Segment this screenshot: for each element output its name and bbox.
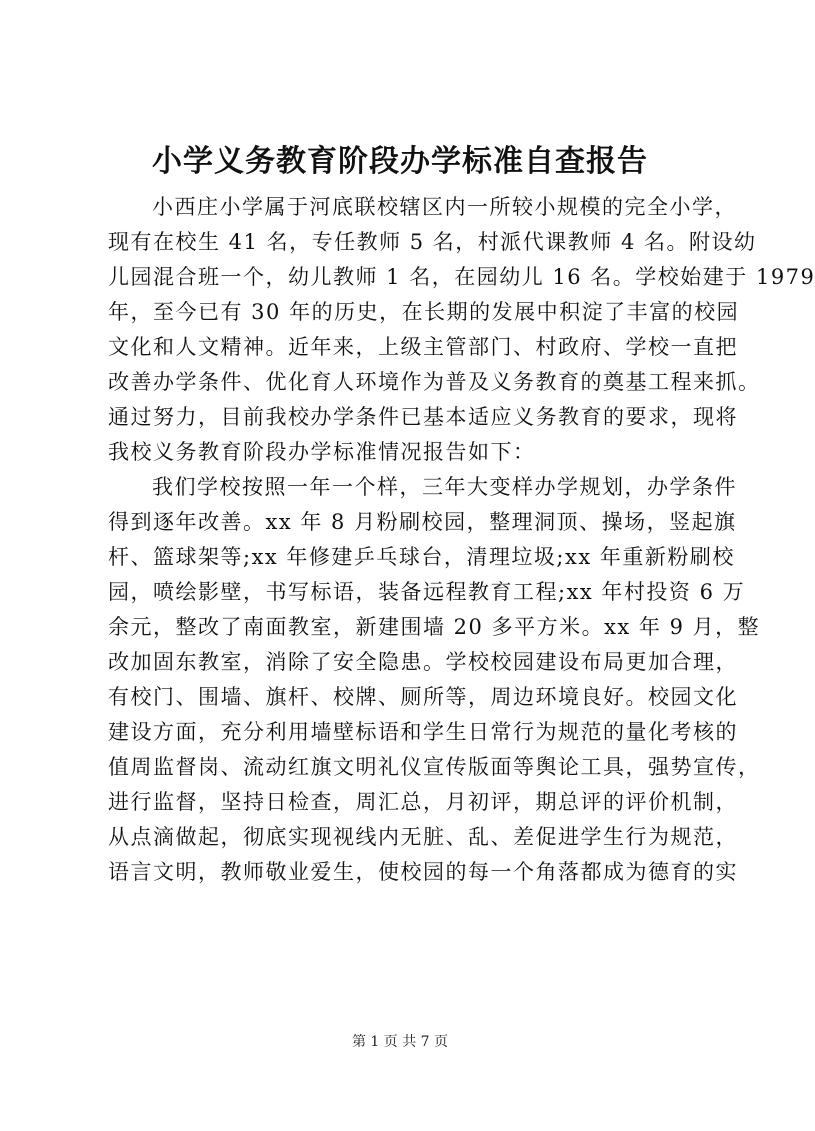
document-title: 小学义务教育阶段办学标准自查报告	[152, 144, 648, 179]
document-body	[108, 190, 815, 890]
text-line: 小西庄小学属于河底联校辖区内一所较小规模的完全小学，	[152, 195, 737, 219]
text-line: 现有在校生 41 名，专任教师 5 名，村派代课教师 4 名。附设幼	[108, 230, 757, 254]
text-line: 文化和人文精神。近年来，上级主管部门、村政府、学校一直把	[108, 335, 738, 359]
page-number-footer: 第 1 页 共 7 页	[351, 1034, 449, 1050]
text-line: 杆、篮球架等;xx 年修建乒乓球台，清理垃圾;xx 年重新粉刷校	[108, 545, 735, 569]
text-line: 我们学校按照一年一个样，三年大变样办学规划，办学条件	[152, 475, 737, 499]
text-line: 年，至今已有 30 年的历史，在长期的发展中积淀了丰富的校园	[108, 300, 740, 324]
text-line: 改善办学条件、优化育人环境作为普及义务教育的奠基工程来抓。	[108, 370, 761, 394]
text-line: 通过努力，目前我校办学条件已基本适应义务教育的要求，现将	[108, 405, 738, 429]
text-line: 语言文明，教师敬业爱生，使校园的每一个角落都成为德育的实	[108, 860, 738, 884]
text-line: 从点滴做起，彻底实现视线内无脏、乱、差促进学生行为规范，	[108, 825, 738, 849]
text-line: 建设方面，充分利用墙壁标语和学生日常行为规范的量化考核的	[108, 720, 738, 744]
text-line: 值周监督岗、流动红旗文明礼仪宣传版面等舆论工具，强势宣传，	[108, 755, 761, 779]
text-line: 进行监督，坚持日检查，周汇总，月初评，期总评的评价机制，	[108, 790, 738, 814]
paragraph-conditions	[108, 470, 761, 890]
text-line: 余元，整改了南面教室，新建围墙 20 多平方米。xx 年 9 月，整	[108, 615, 761, 639]
text-line: 得到逐年改善。xx 年 8 月粉刷校园，整理洞顶、操场，竖起旗	[108, 510, 737, 534]
text-line: 儿园混合班一个，幼儿教师 1 名，在园幼儿 16 名。学校始建于 1979	[108, 265, 815, 289]
paragraph-intro	[108, 190, 815, 470]
text-line: 我校义务教育阶段办学标准情况报告如下：	[108, 440, 536, 464]
text-line: 改加固东教室，消除了安全隐患。学校校园建设布局更加合理，	[108, 650, 738, 674]
text-line: 园，喷绘影壁，书写标语，装备远程教育工程;xx 年村投资 6 万	[108, 580, 746, 604]
text-line: 有校门、围墙、旗杆、校牌、厕所等，周边环境良好。校园文化	[108, 685, 738, 709]
